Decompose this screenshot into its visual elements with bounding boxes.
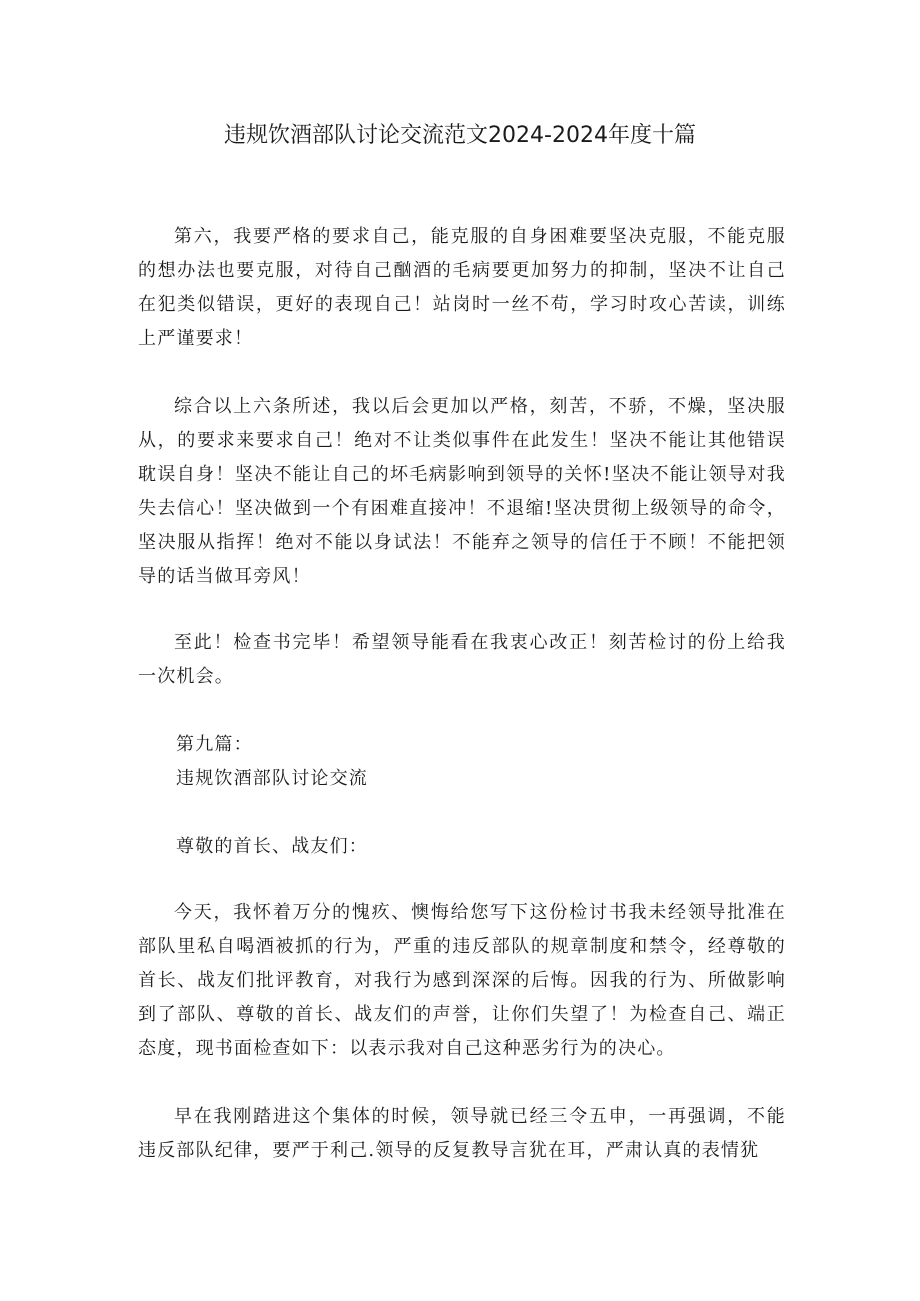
section-heading: 第九篇： bbox=[176, 734, 253, 755]
paragraph-background: 早在我刚踏进这个集体的时候，领导就已经三令五申，一再强调，不能违反部队纪律，要严于利己.领导的反复教导言犹在耳，严肃认真的表情犹 bbox=[138, 1106, 786, 1161]
paragraph-intro: 今天，我怀着万分的愧疚、懊悔给您写下这份检讨书我未经领导批准在部队里私自喝酒被抓的行为，严重的违反部队的规章制度和禁令，经尊敬的首长、战友们批评教育，对我行为感到深深的后悔。因我的行为、所做影响到了部队、尊敬的首长、战友们的声誉，让你们失望了！为检查自己、端正态度，现书面检查如下：以表示我对自己这种恶劣行为的决心。 bbox=[138, 902, 786, 1059]
paragraph-sixth-point: 第六，我要严格的要求自己，能克服的自身困难要坚决克服，不能克服的想办法也要克服，对待自己酗酒的毛病要更加努力的抑制，坚决不让自己在犯类似错误，更好的表现自己！站岗时一丝不苟，学习时攻心苦读，训练上严谨要求！ bbox=[138, 226, 786, 349]
document-title: 违规饮酒部队讨论交流范文2024-2024年度十篇 bbox=[224, 123, 696, 148]
section-subtitle: 违规饮酒部队讨论交流 bbox=[176, 768, 368, 789]
paragraph-conclusion: 至此！检查书完毕！希望领导能看在我衷心改正！刻苦检讨的份上给我一次机会。 bbox=[138, 632, 786, 687]
paragraph-summary: 综合以上六条所述，我以后会更加以严格，刻苦，不骄，不燥，坚决服从，的要求来要求自己！绝对不让类似事件在此发生！坚决不能让其他错误耽误自身！坚决不能让自己的坏毛病影响到领导的关怀!坚决不能让领导对我失去信心！坚决做到一个有困难直接冲！不退缩!坚决贯彻上级领导的命令，坚决服从指挥！绝对不能以身试法！不能弃之领导的信任于不顾！不能把领导的话当做耳旁风！ bbox=[138, 396, 786, 587]
salutation: 尊敬的首长、战友们： bbox=[176, 836, 368, 857]
